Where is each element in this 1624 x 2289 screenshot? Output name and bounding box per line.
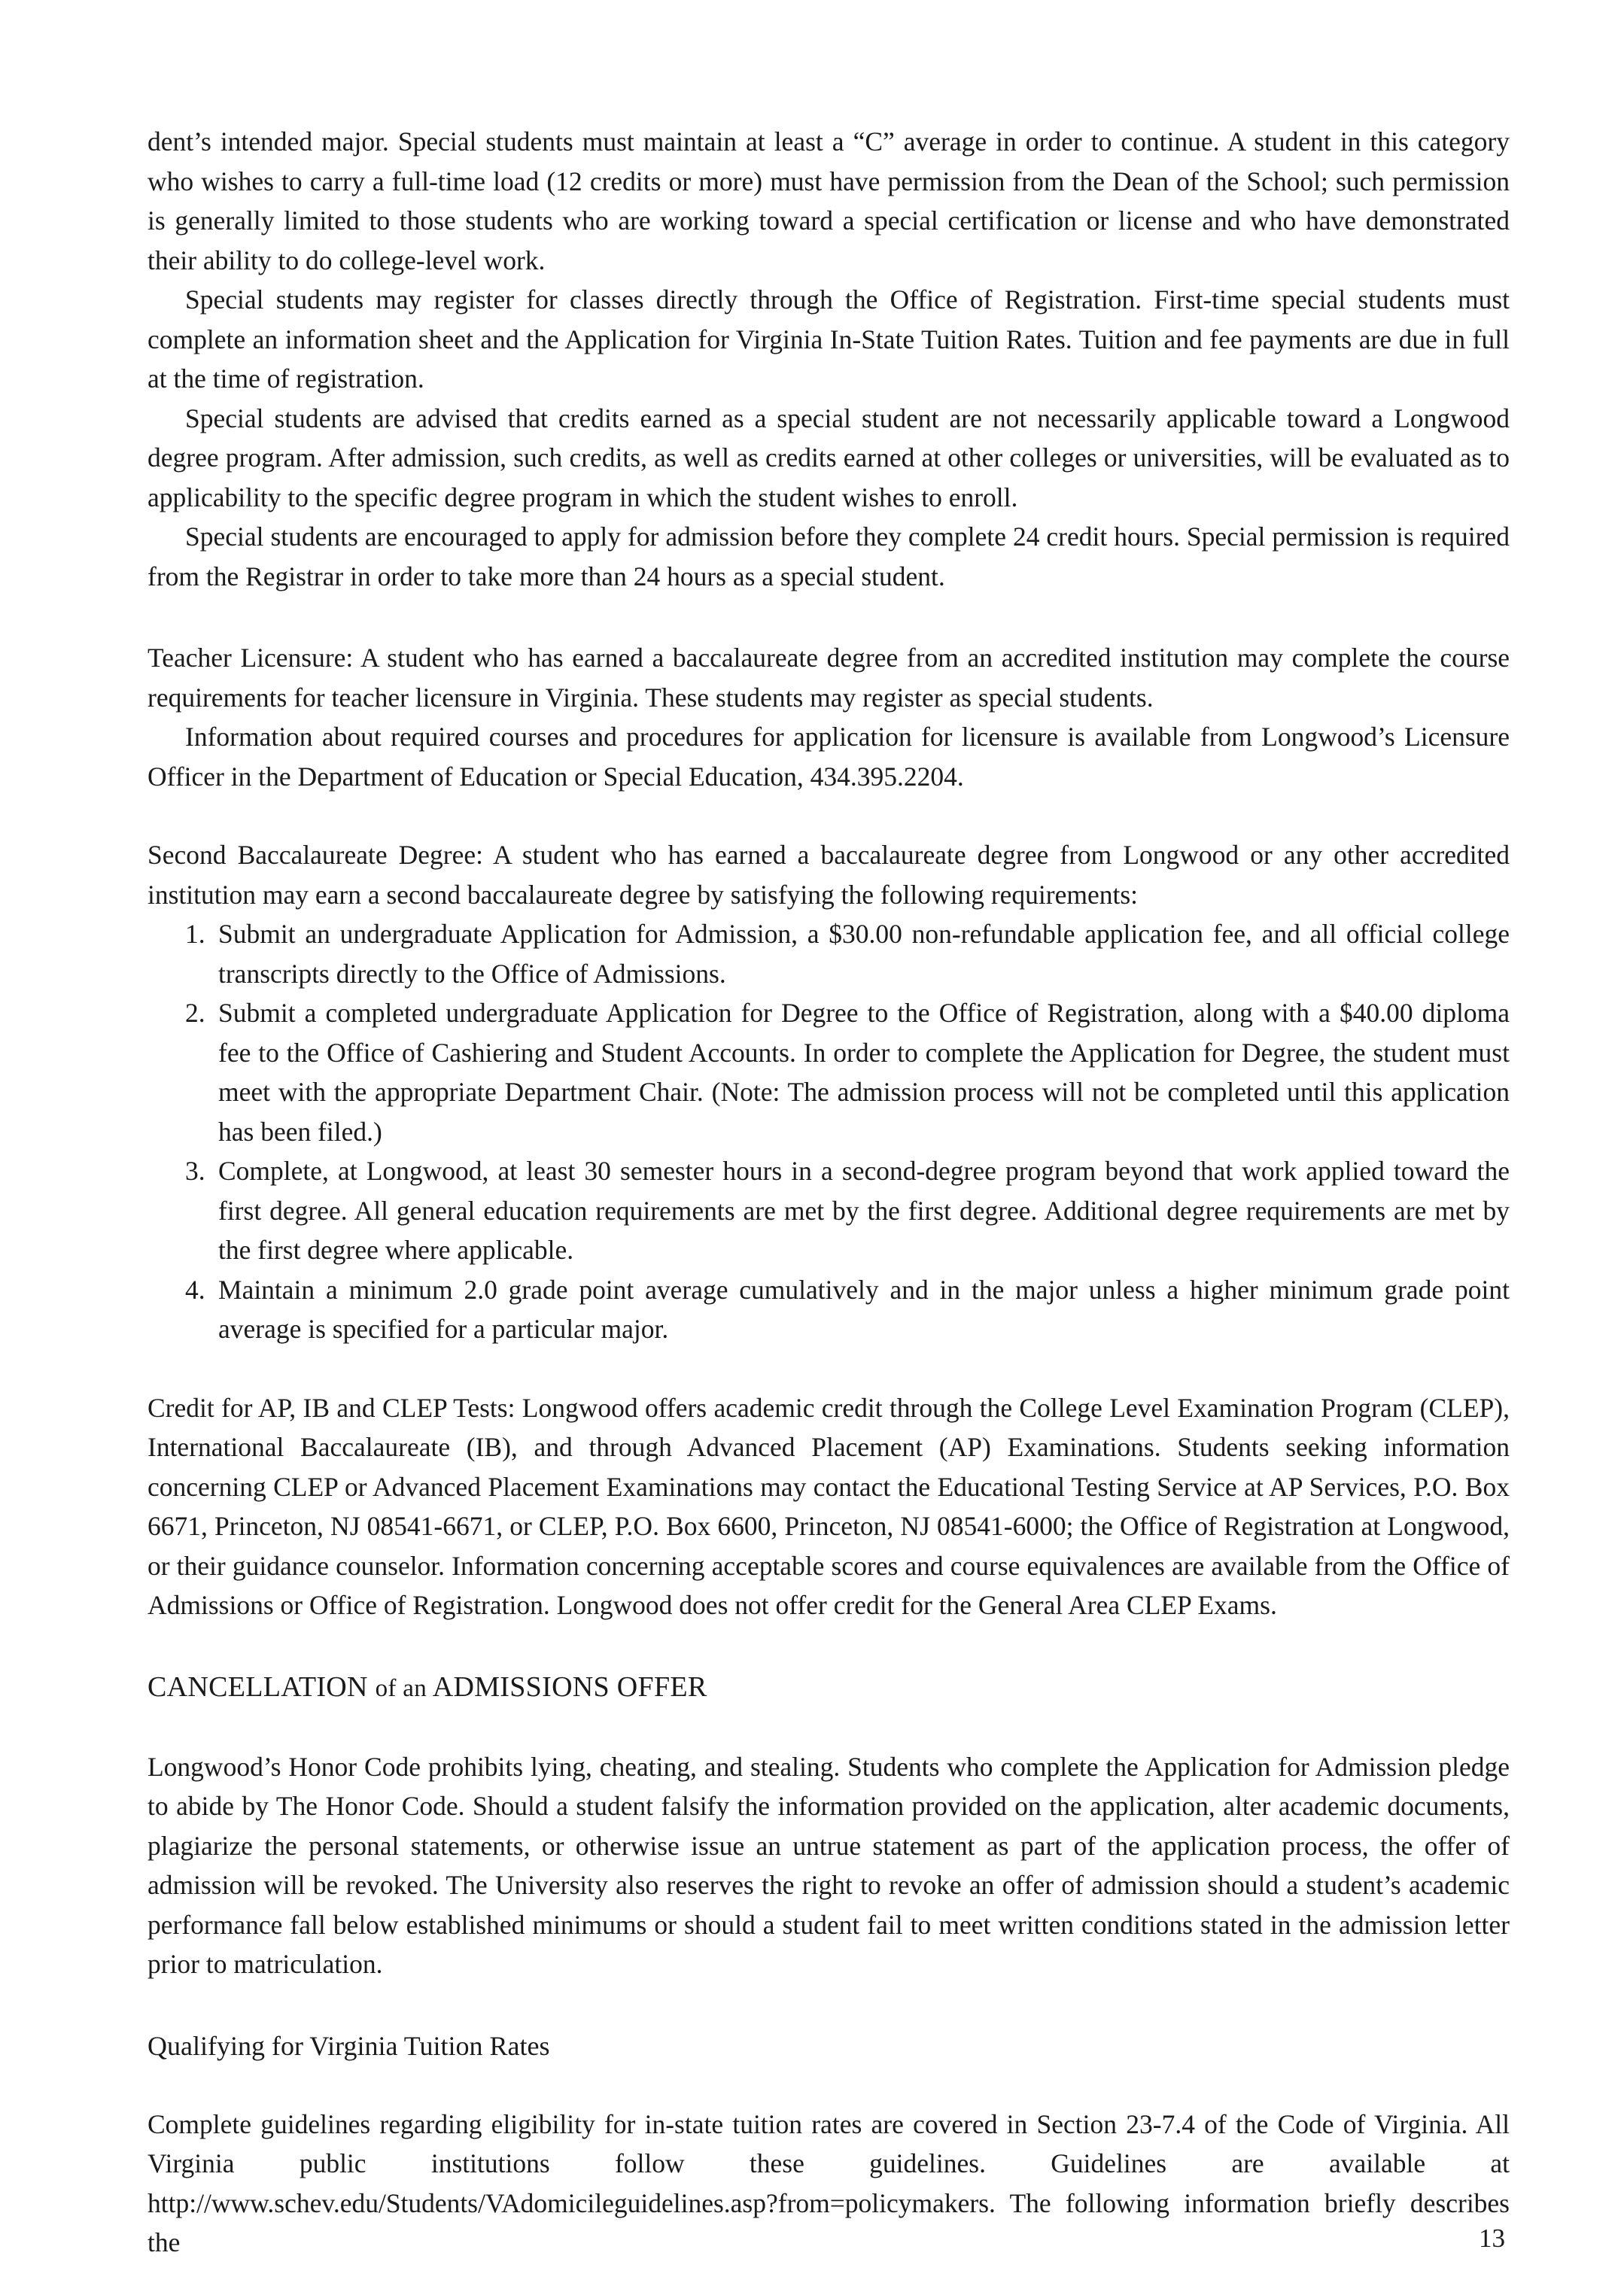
- special-students-paragraph-1: dent’s intended major. Special students must maintain at least a “C” average in order to continue. A student in this category who wishes to carry a full-time load (12 credits or more) must have permission from the Dean of the School; such permission is generally limited to those students who are working toward a special certification or license and who have demonstrated their ability to do college-level work.: [147, 126, 1510, 275]
- tuition-paragraph: Complete guidelines regarding eligibility for in-state tuition rates are covered in Section 23-7.4 of the Code of Virginia. All Virginia public institutions follow these guidelines. Guidelines are available at http://www.schev.edu/Students/VAdomicileguidelines.asp?from=policymakers. The following information briefly describes the: [147, 2108, 1510, 2257]
- special-students-paragraph-4: Special students are encouraged to apply for admission before they complete 24 credit hours. Special permission is required from the Registrar in order to take more than 24 hours as a special student.: [147, 521, 1510, 591]
- cancellation-heading: CANCELLATION of an ADMISSIONS OFFER: [147, 1670, 707, 1703]
- second-degree-intro-text: A student who has earned a baccalaureate degree from Longwood or any other accredited institution may earn a second baccalaureate degree by satisfying the following requirements:: [147, 840, 1510, 910]
- credit-tests-text: Longwood offers academic credit through the College Level Examination Program (CLEP), International Baccalaureate (IB), and through Advanced Placement (AP) Examinations. Students seeking information concerning CLEP or Advanced Placement Examinations may contact the Educational Testing Service at AP Services, P.O. Box 6671, Princeton, NJ 08541-6671, or CLEP, P.O. Box 6600, Princeton, NJ 08541-6000; the Office of Registration at Longwood, or their guidance counselor. Information concerning acceptable scores and course equivalences are available from the Office of Admissions or Office of Registration. Longwood does not offer credit for the General Area CLEP Exams.: [147, 1392, 1510, 1620]
- teacher-licensure-heading: Teacher Licensure:: [147, 643, 354, 673]
- tuition-heading: Qualifying for Virginia Tuition Rates: [147, 2030, 550, 2061]
- credit-tests-paragraph: [147, 1388, 1510, 1625]
- page-body: [147, 122, 1510, 2263]
- second-degree-requirements-list: [147, 914, 1510, 1349]
- special-students-paragraph-3: Special students are advised that credits earned as a special student are not necessarily applicable toward a Longwood degree program. After admission, such credits, as well as credits earned at other colleges or universities, will be evaluated as to applicability to the specific degree program in which the student wishes to enroll.: [147, 403, 1510, 512]
- teacher-licensure-paragraph-2: Information about required courses and procedures for application for licensure is available from Longwood’s Licensure Officer in the Department of Education or Special Education, 434.395.2204.: [147, 722, 1510, 792]
- list-item: 1. Submit an undergraduate Application for Admission, a $30.00 non-refundable application fee, and all official college transcripts directly to the Office of Admissions.: [185, 919, 1510, 989]
- credit-tests-heading: Credit for AP, IB and CLEP Tests:: [147, 1392, 515, 1423]
- cancellation-paragraph: Longwood’s Honor Code prohibits lying, cheating, and stealing. Students who complete the Application for Admission pledge to abide by The Honor Code. Should a student falsify the information provided on the application, alter academic documents, plagiarize the personal statements, or otherwise issue an untrue statement as part of the application process, the offer of admission will be revoked. The University also reserves the right to revoke an offer of admission should a student’s academic performance fall below established minimums or should a student fail to meet written conditions stated in the admission letter prior to matriculation.: [147, 1751, 1510, 1979]
- special-students-paragraph-2: Special students may register for classes directly through the Office of Registration. First-time special students must complete an information sheet and the Application for Virginia In-State Tuition Rates. Tuition and fee payments are due in full at the time of registration.: [147, 284, 1510, 394]
- list-item: 4. Maintain a minimum 2.0 grade point average cumulatively and in the major unless a higher minimum grade point average is specified for a particular major.: [185, 1274, 1510, 1344]
- teacher-licensure-paragraph-1: [147, 638, 1510, 717]
- list-item: 2. Submit a completed undergraduate Application for Degree to the Office of Registration, along with a $40.00 diploma fee to the Office of Cashiering and Student Accounts. In order to complete the Application for Degree, the student must meet with the appropriate Department Chair. (Note: The admission process will not be completed until this application has been filed.): [185, 998, 1510, 1147]
- second-degree-heading: Second Baccalaureate Degree:: [147, 840, 483, 870]
- list-item: 3. Complete, at Longwood, at least 30 semester hours in a second-degree program beyond that work applied toward the first degree. All general education requirements are met by the first degree. Additional degree requirements are met by the first degree where applicable.: [185, 1156, 1510, 1265]
- second-degree-intro: [147, 835, 1510, 914]
- teacher-licensure-text: A student who has earned a baccalaureate degree from an accredited institution may complete the course requirements for teacher licensure in Virginia. These students may register as special students.: [147, 643, 1510, 713]
- page-number: 13: [1479, 2224, 1505, 2253]
